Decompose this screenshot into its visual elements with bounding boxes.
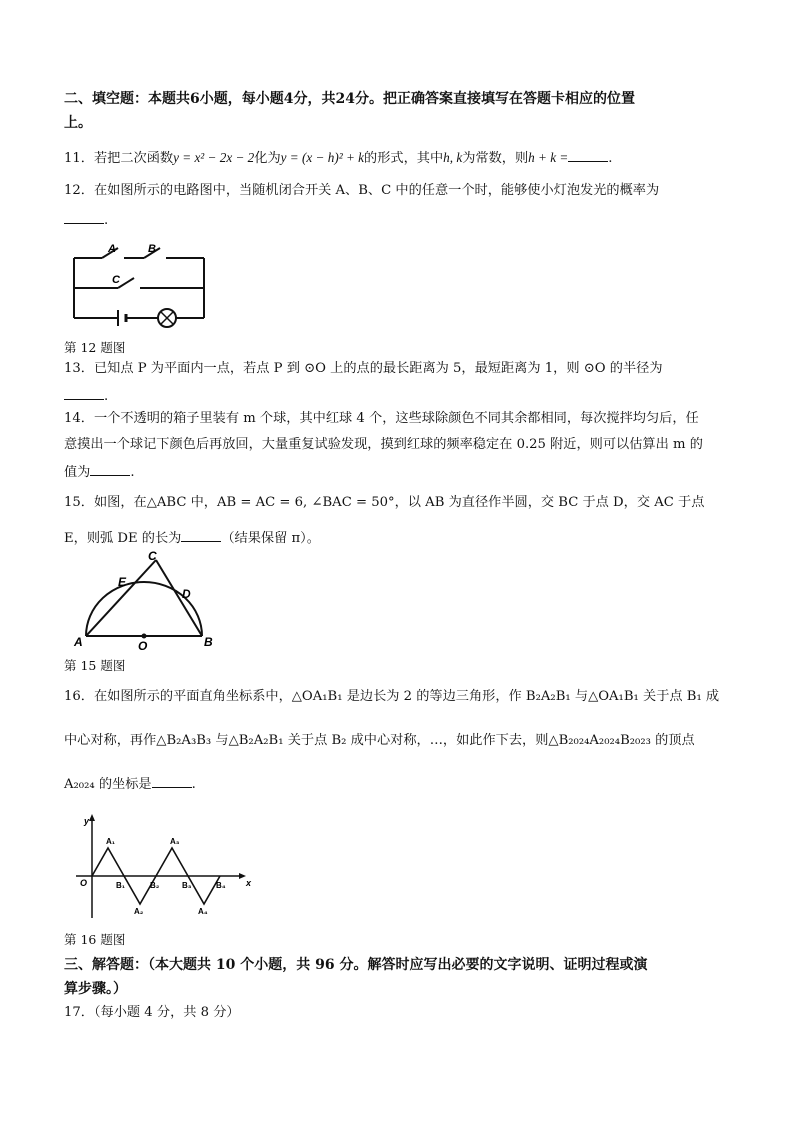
figure-12-caption: 第 12 题图 bbox=[64, 340, 126, 355]
label-a1: A₁ bbox=[106, 837, 116, 846]
q16-line3-text: A₂₀₂₄ 的坐标是 bbox=[64, 777, 152, 792]
q13-answer-blank[interactable] bbox=[64, 386, 104, 400]
point-a-label: A bbox=[74, 635, 83, 649]
q15-line2-text: E，则弧 DE 的长为 bbox=[64, 531, 182, 546]
side-cb bbox=[156, 560, 202, 636]
section-2-header-line2: 上。 bbox=[64, 115, 92, 131]
label-b1: B₁ bbox=[116, 881, 126, 890]
origin-label: O bbox=[80, 878, 88, 888]
label-b2: B₂ bbox=[150, 881, 160, 890]
q15-answer-blank[interactable] bbox=[181, 528, 221, 542]
bulb-icon bbox=[158, 309, 176, 327]
question-16-line2: 中心对称，再作△B₂A₃B₃ 与△B₂A₂B₁ 关于点 B₂ 成中心对称，…，如此作下去，则△B₂₀₂₄A₂₀₂₄B₂₀₂₃ 的顶点 bbox=[64, 733, 695, 748]
label-a4: A₄ bbox=[198, 907, 208, 916]
circuit-diagram bbox=[60, 240, 220, 330]
q11-text-d: 为常数，则 bbox=[462, 151, 529, 166]
question-13-line1: 13．已知点 P 为平面内一点，若点 P 到 ⊙O 上的点的最长距离为 5，最短距离为 1，则 ⊙O 的半径为 bbox=[64, 361, 663, 376]
label-b3: B₃ bbox=[182, 881, 192, 890]
question-15-line2 bbox=[64, 528, 734, 548]
question-12-line2 bbox=[64, 210, 734, 230]
section-3-header-line2: 算步骤。） bbox=[64, 981, 127, 997]
point-o-label: O bbox=[138, 639, 148, 653]
point-b-label: B bbox=[204, 635, 213, 649]
question-16-line3 bbox=[64, 774, 734, 794]
q15-line2-tail: （结果保留 π）。 bbox=[221, 531, 320, 546]
switch-b-label: B bbox=[148, 243, 156, 255]
point-c-label: C bbox=[148, 549, 157, 563]
q11-vars: h, k bbox=[443, 150, 463, 165]
switch-c-label: C bbox=[112, 274, 120, 286]
question-14-line2: 意摸出一个球记下颜色后再放回，大量重复试验发现，摸到红球的频率稳定在 0.25 附近，则可以估算出 m 的 bbox=[64, 437, 703, 452]
q12-end: . bbox=[104, 213, 109, 228]
section-3-header-line1: 三、解答题：（本大题共 10 个小题，共 96 分。解答时应写出必要的文字说明、证明过程或演 bbox=[64, 957, 648, 973]
question-17-line1: 17．（每小题 4 分，共 8 分） bbox=[64, 1005, 240, 1020]
label-b4: B₄ bbox=[216, 881, 226, 890]
figure-16-caption: 第 16 题图 bbox=[64, 932, 126, 947]
question-11 bbox=[64, 148, 734, 168]
label-a3: A₃ bbox=[170, 837, 180, 846]
q11-expr2: y = (x − h)² + k bbox=[280, 150, 365, 165]
q11-expr3: h + k = bbox=[528, 150, 569, 165]
y-axis-arrow-icon bbox=[89, 814, 95, 821]
figure-15-semicircle bbox=[70, 548, 220, 656]
y-axis-label: y bbox=[84, 816, 90, 826]
q11-expr1: y = x² − 2x − 2 bbox=[173, 150, 255, 165]
x-axis-arrow-icon bbox=[239, 873, 246, 879]
x-axis-label: x bbox=[246, 878, 252, 888]
q13-end: . bbox=[104, 389, 109, 404]
q11-text-a: 11．若把二次函数 bbox=[64, 151, 174, 166]
q16-answer-blank[interactable] bbox=[152, 774, 192, 788]
section-2-header-line1: 二、填空题：本题共6小题，每小题4分，共24分。把正确答案直接填写在答题卡相应的位置 bbox=[64, 91, 635, 107]
q11-answer-blank[interactable] bbox=[568, 148, 608, 162]
q14-answer-blank[interactable] bbox=[90, 462, 130, 476]
question-15-line1: 15．如图，在△ABC 中，AB = AC = 6, ∠BAC = 50°，以 AB 为直径作半圆，交 BC 于点 D，交 AC 于点 bbox=[64, 495, 705, 510]
figure-15-caption: 第 15 题图 bbox=[64, 658, 126, 673]
q12-answer-blank[interactable] bbox=[64, 210, 104, 224]
question-14-line1: 14．一个不透明的箱子里装有 m 个球，其中红球 4 个，这些球除颜色不同其余都相同，每次搅拌均匀后，任 bbox=[64, 411, 699, 426]
figure-16-coordinate-plane bbox=[66, 810, 256, 922]
q14-line3-text: 值为 bbox=[64, 465, 91, 480]
switch-a-label: A bbox=[108, 243, 116, 255]
question-12-line1: 12．在如图所示的电路图中，当随机闭合开关 A、B、C 中的任意一个时，能够使小灯泡发光的概率为 bbox=[64, 183, 660, 198]
q11-text-b: 化为 bbox=[254, 151, 281, 166]
q16-end: . bbox=[191, 777, 196, 792]
label-a2: A₂ bbox=[134, 907, 144, 916]
question-16-line1: 16．在如图所示的平面直角坐标系中，△OA₁B₁ 是边长为 2 的等边三角形，作 B₂A₂B₁ 与△OA₁B₁ 关于点 B₁ 成 bbox=[64, 689, 720, 704]
q11-end: . bbox=[608, 151, 613, 166]
point-d-label: D bbox=[182, 587, 191, 601]
q14-end: . bbox=[130, 465, 135, 480]
center-o-dot bbox=[142, 634, 147, 639]
question-13-line2 bbox=[64, 386, 734, 406]
point-e-label: E bbox=[118, 575, 127, 589]
q11-text-c: 的形式，其中 bbox=[364, 151, 444, 166]
question-14-line3 bbox=[64, 462, 734, 482]
side-ac bbox=[86, 560, 156, 636]
